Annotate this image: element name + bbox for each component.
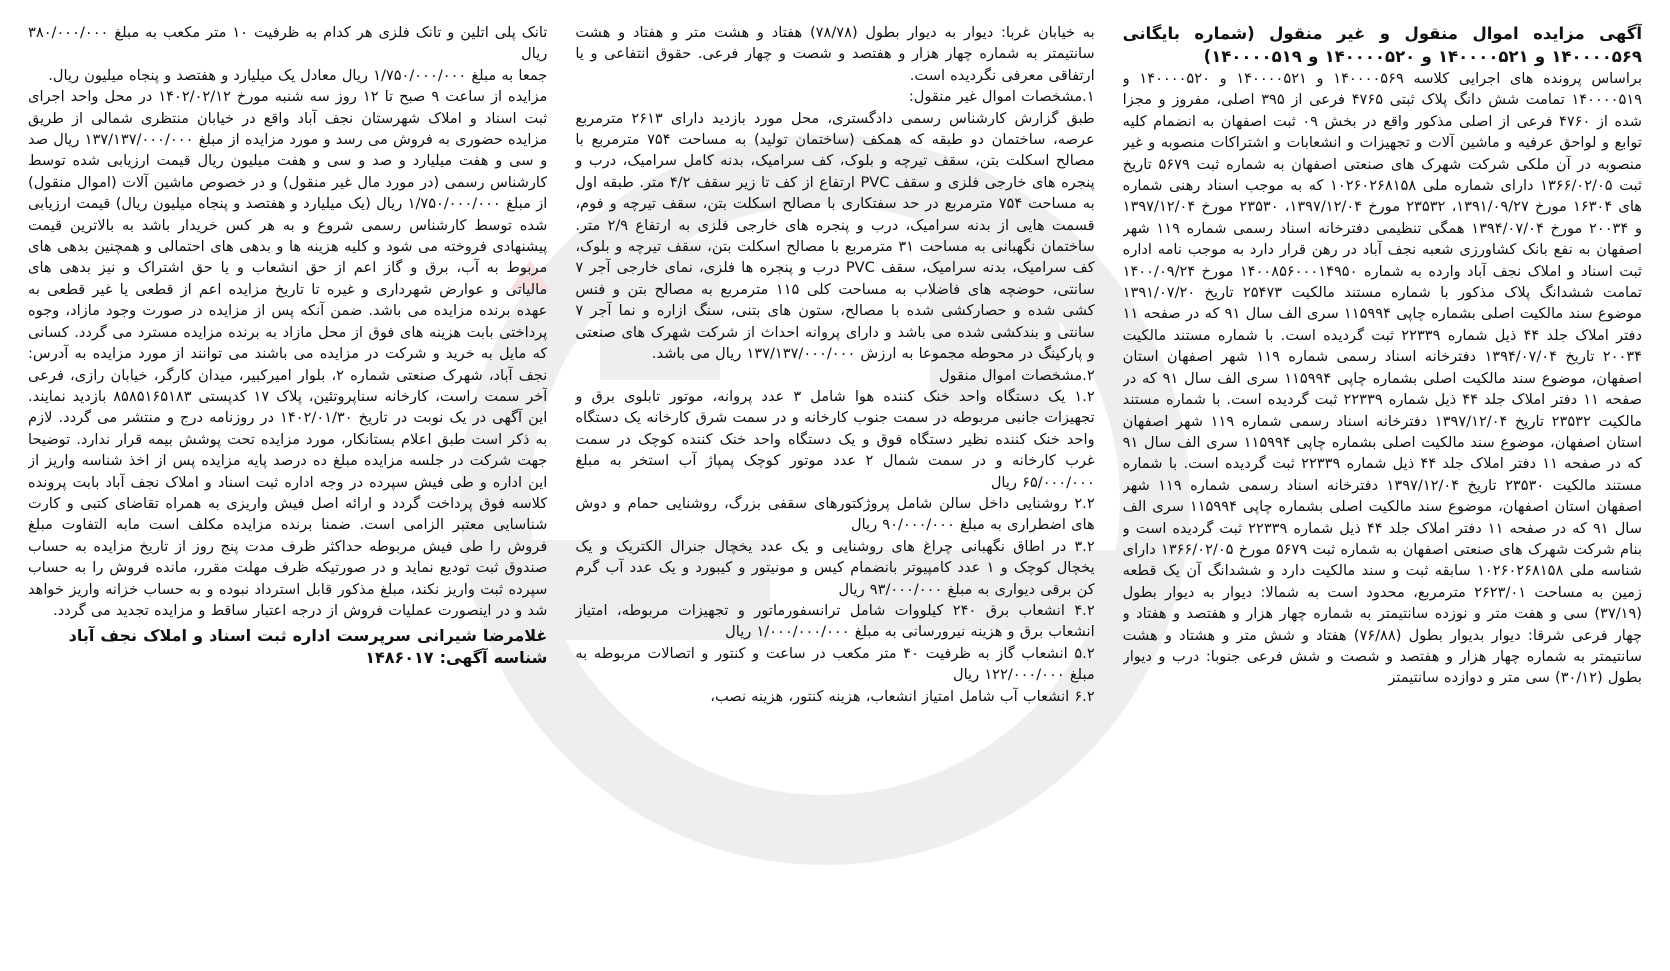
signature-name: غلامرضا شیرانی سرپرست اداره ثبت اسناد و املاک نجف آباد [68,626,548,646]
column-middle-text: به خیابان غربا: دیوار به دیوار بطول (۷۸/۷۸) هفتاد و هشت متر و هفتاد و هشت سانتیمتر به شماره چهار هزار و هفتصد و شصت و چهار فرعی. حقوق انتفاعی و یا ارتفاقی معرفی نگردیده است. ۱.مشخصات اموال غیر منقول: طبق گزارش کارشناس رسمی دادگستری، محل مورد بازدید دارای ۲۶۱۳ مترمربع عرصه، ساختمان دو طبقه که همکف (ساختمان تولید) به مساحت ۷۵۴ مترمربع با مصالح اسکلت بتن، سقف تیرچه و بلوک، کف سرامیک، بدنه کامل سرامیک، درب و پنجره های خارجی فلزی و سقف PVC ارتفاع از کف تا زیر سقف ۴/۲ متر. طبقه اول به مساحت ۷۵۴ مترمربع در حد سفتکاری با مصالح اسکلت بتن، سقف تیرچه و فوم، قسمت هایی از بدنه سرامیک، درب و پنجره های خارجی فلزی به ارتفاع ۲/۹ متر. ساختمان نگهبانی به مساحت ۳۱ مترمربع با مصالح اسکلت بتن، سقف تیرچه و بلوک، کف سرامیک، بدنه سرامیک، سقف PVC درب و پنجره ها فلزی، نمای خارجی آجر ۷ سانتی، حوضچه های فاضلاب به مساحت کلی ۱۱۵ مترمربع به مصالح بتن و فنس کشی شده و حصارکشی شده با مصالح، ستون های بتنی، سنگ ازاره و نما آجر ۷ سانتی و بندکشی شده می باشد و دارای پروانه احداث از شرکت شهرک های صنعتی و پارکینگ در محوطه مجموعا به ارزش ۱۳۷/۱۳۷/۰۰۰/۰۰۰ ریال می باشد. ۲.مشخصات اموال منقول ۱.۲ یک دستگاه واحد خنک کننده هوا شامل ۳ عدد پروانه، موتور تابلوی برق و تجهیزات جانبی مربوطه در سمت جنوب کارخانه و در سمت شرق کارخانه یک دستگاه واحد خنک کننده نظیر دستگاه فوق و یک دستگاه واحد خنک کننده کوچک در سمت غرب کارخانه و در سمت شمال ۲ عدد موتور کوچک پمپاژ آب استخر به مبلغ ۶۵/۰۰۰/۰۰۰ ریال ۲.۲ روشنایی داخل سالن شامل پروژکتورهای سقفی بزرگ، روشنایی حمام و دوش های اضطراری به مبلغ ۹۰/۰۰۰/۰۰۰ ریال ۳.۲ در اطاق نگهبانی چراغ های روشنایی و یک عدد یخچال جنرال الکتریک و یک یخچال کوچک و ۱ عدد کامپیوتر بانضمام کیس و مونیتور و کیبورد و یک عدد آب گرم کن برقی دیواری به مبلغ ۹۳/۰۰۰/۰۰۰ ریال ۴.۲ انشعاب برق ۲۴۰ کیلووات شامل ترانسفورماتور و تجهیزات مربوطه، امتیاز انشعاب برق و هزینه نیرورسانی به مبلغ ۱/۰۰۰/۰۰۰/۰۰۰ ریال ۵.۲ انشعاب گاز به ظرفیت ۴۰ متر مکعب در ساعت و کنتور و اتصالات مربوطه به مبلغ ۱۲۲/۰۰۰/۰۰۰ ریال ۶.۲ انشعاب آب شامل امتیاز انشعاب، هزینه کنتور، هزینه نصب، [575,24,1095,705]
column-left [28,22,547,953]
column-right-text: براساس پرونده های اجرایی کلاسه ۱۴۰۰۰۰۵۶۹ و ۱۴۰۰۰۰۵۲۱ و ۱۴۰۰۰۰۵۲۰ و ۱۴۰۰۰۰۵۱۹ تمامت شش دانگ پلاک ثبتی ۴۷۶۵ فرعی از ۳۹۵ اصلی، مفروز و مجزا شده از ۴۷۶۰ فرعی از اصلی مذکور واقع در بخش ۰۹ ثبت اصفهان به انضمام کلیه توابع و لواحق عرفیه و ماشین آلات و تجهیزات و انشعابات و اشتراکات منصوبه و غیر منصوبه در آن ملکی شرکت شهرک های صنعتی اصفهان به شماره ثبت ۵۶۷۹ تاریخ ثبت ۱۳۶۶/۰۲/۰۵ دارای شماره ملی ۱۰۲۶۰۲۶۸۱۵۸ که به موجب اسناد رهنی شماره های ۱۶۳۰۴ مورخ ۱۳۹۱/۰۹/۲۷، ۲۳۵۳۲ مورخ ۱۳۹۷/۱۲/۰۴، ۲۳۵۳۰ مورخ ۱۳۹۷/۱۲/۰۴ و ۲۰۰۳۴ مورخ ۱۳۹۴/۰۷/۰۴ همگی تنظیمی دفترخانه اسناد رسمی شماره ۱۱۹ شهر اصفهان به نفع بانک کشاورزی شعبه نجف آباد در رهن قرار دارد به موجب نامه اداره ثبت اسناد و املاک نجف آباد وارده به شماره ۱۴۰۰۸۵۶۰۰۰۱۴۹۵۰ مورخ ۱۴۰۰/۰۹/۲۴ تمامت ششدانگ پلاک مذکور با شماره مستند مالکیت ۲۵۴۷۳ تاریخ ۱۳۹۱/۰۷/۲۰ موضوع سند مالکیت اصلی بشماره چاپی ۱۱۵۹۹۴ سری الف سال ۹۱ که در صفحه ۱۱ دفتر املاک جلد ۴۴ ذیل شماره ۲۲۳۳۹ ثبت گردیده است. با شماره مستند مالکیت ۲۰۰۳۴ تاریخ ۱۳۹۴/۰۷/۰۴ دفترخانه اسناد رسمی شماره ۱۱۹ شهر اصفهان استان اصفهان، موضوع سند مالکیت اصلی بشماره چاپی ۱۱۵۹۹۴ سری الف سال ۹۱ که در صفحه ۱۱ دفتر املاک جلد ۴۴ ذیل شماره ۲۲۳۳۹ ثبت گردیده است. با شماره مستند مالکیت ۲۳۵۳۲ تاریخ ۱۳۹۷/۱۲/۰۴ دفترخانه اسناد رسمی شماره ۱۱۹ شهر اصفهان استان اصفهان، موضوع سند مالکیت اصلی بشماره چاپی ۱۱۵۹۹۴ سری الف سال ۹۱ که در صفحه ۱۱ دفتر املاک جلد ۴۴ ذیل شماره ۲۲۳۳۹ ثبت گردیده است. با شماره مستند مالکیت ۲۳۵۳۰ تاریخ ۱۳۹۷/۱۲/۰۴ دفترخانه اسناد رسمی شماره ۱۱۹ شهر اصفهان استان اصفهان، موضوع سند مالکیت اصلی بشماره چاپی ۱۱۵۹۹۴ سری الف سال ۹۱ که در صفحه ۱۱ دفتر املاک جلد ۴۴ ذیل شماره ۲۲۳۳۹ ثبت گردیده است و بنام شرکت شهرک های صنعتی اصفهان به شماره ثبت ۵۶۷۹ مورخ ۱۳۶۶/۰۲/۰۵ دارای شناسه ملی ۱۰۲۶۰۲۶۸۱۵۸ سابقه ثبت و سند مالکیت دارد و ششدانگ آن یک قطعه زمین به مساحت ۲۶۲۳/۰۱ مترمربع، محدود است به شمالا: دیوار به دیوار بطول (۳۷/۱۹) سی و هفت متر و نوزده سانتیمتر به شماره چهار هزار و هفتصد و هفتاد و چهار فرعی شرقا: دیوار بدیوار بطول (۷۶/۸۸) هفتاد و شش متر و هشتاد و هشت سانتیمتر به شماره چهار هزار و هفتصد و شصت و شش فرعی جنوبا: درب و دیوار بطول (۳۰/۱۲) سی متر و دوازده سانتیمتر [1122,70,1642,687]
column-middle [575,22,1094,953]
column-left-text: تانک پلی اتلین و تانک فلزی هر کدام به ظرفیت ۱۰ متر مکعب به مبلغ ۳۸۰/۰۰۰/۰۰۰ ریال جمعا به مبلغ ۱/۷۵۰/۰۰۰/۰۰۰ ریال معادل یک میلیارد و هفتصد و پنجاه میلیون ریال. مزایده از ساعت ۹ صبح تا ۱۲ روز سه شنبه مورخ ۱۴۰۲/۰۲/۱۲ در محل واحد اجرای ثبت اسناد و املاک شهرستان نجف آباد واقع در خیابان منتظری شمالی از طریق مزایده حضوری به فروش می رسد و مورد مزایده از مبلغ ۱۳۷/۱۳۷/۰۰۰/۰۰۰ ریال صد و سی و هفت میلیارد و صد و سی و هفت میلیون ریال قیمت ارزیابی شده توسط کارشناس رسمی (در مورد مال غیر منقول) و در خصوص ماشین آلات (اموال منقول) از مبلغ ۱/۷۵۰/۰۰۰/۰۰۰ ریال (یک میلیارد و هفتصد و پنجاه میلیون ریال) قیمت ارزیابی شده توسط کارشناس رسمی شروع و به هر کس خریدار باشد به بالاترین قیمت پیشنهادی فروخته می شود و کلیه هزینه ها و بدهی های احتمالی و همچنین بدهی های مربوط به آب، برق و گاز اعم از حق انشعاب و یا حق اشتراک و نیز بدهی های مالیاتی و عوارض شهرداری و غیره تا تاریخ مزایده اعم از قطعی یا غیر قطعی به عهده برنده مزایده می باشد. ضمن آنکه پس از مزایده در صورت وجود مازاد، وجوه پرداختی بابت هزینه های فوق از محل مازاد به برنده مزایده مسترد می گردد. کسانی که مایل به خرید و شرکت در مزایده می باشند می توانند از مورد مزایده به آدرس: نجف آباد، شهرک صنعتی شماره ۲، بلوار امیرکبیر، میدان کارگر، خیابان رازی، فرعی آخر سمت راست، کارخانه سناپروتئین، پلاک ۱۷ کدپستی ۸۵۸۵۱۶۵۱۸۳ بازدید نمایند. این آگهی در یک نوبت در تاریخ ۱۴۰۲/۰۱/۳۰ در روزنامه درج و منتشر می گردد. لازم به ذکر است طبق اعلام بستانکار، مورد مزایده تحت پوشش بیمه قرار ندارد. توضیحا جهت شرکت در جلسه مزایده مبلغ ده درصد پایه مزایده پس از اخذ شناسه واریز از این اداره و طی فیش سپرده در وجه اداره ثبت اسناد و املاک نجف آباد بابت پرونده کلاسه فوق پرداخت گردد و ارائه اصل فیش واریزی به همراه تقاضای کتبی و کارت شناسایی معتبر الزامی است. ضمنا برنده مزایده مکلف است مابه التفاوت مبلغ فروش را طی فیش مربوطه حداکثر ظرف مدت پنج روز از تاریخ مزایده به حساب صندوق ثبت تودیع نماید و در صورتیکه ظرف مهلت مقرر، مانده فروش را به حساب سپرده ثبت واریز نکند، مبلغ مذکور قابل استرداد نبوده و به حساب خزانه واریز خواهد شد و در اینصورت عملیات فروش از درجه اعتبار ساقط و مزایده تجدید می گردد. [28,24,548,619]
signature-block [28,625,547,669]
notice-id: شناسه آگهی: ۱۴۸۶۰۱۷ [365,648,548,668]
column-right [1123,22,1642,953]
notice-columns [28,22,1642,953]
notice-title: آگهی مزایده اموال منقول و غیر منقول (شماره بایگانی ۱۴۰۰۰۰۵۶۹ و ۱۴۰۰۰۰۵۲۱ و ۱۴۰۰۰۰۵۲۰ و ۱۴۰۰۰۰۵۱۹) [1122,24,1642,66]
